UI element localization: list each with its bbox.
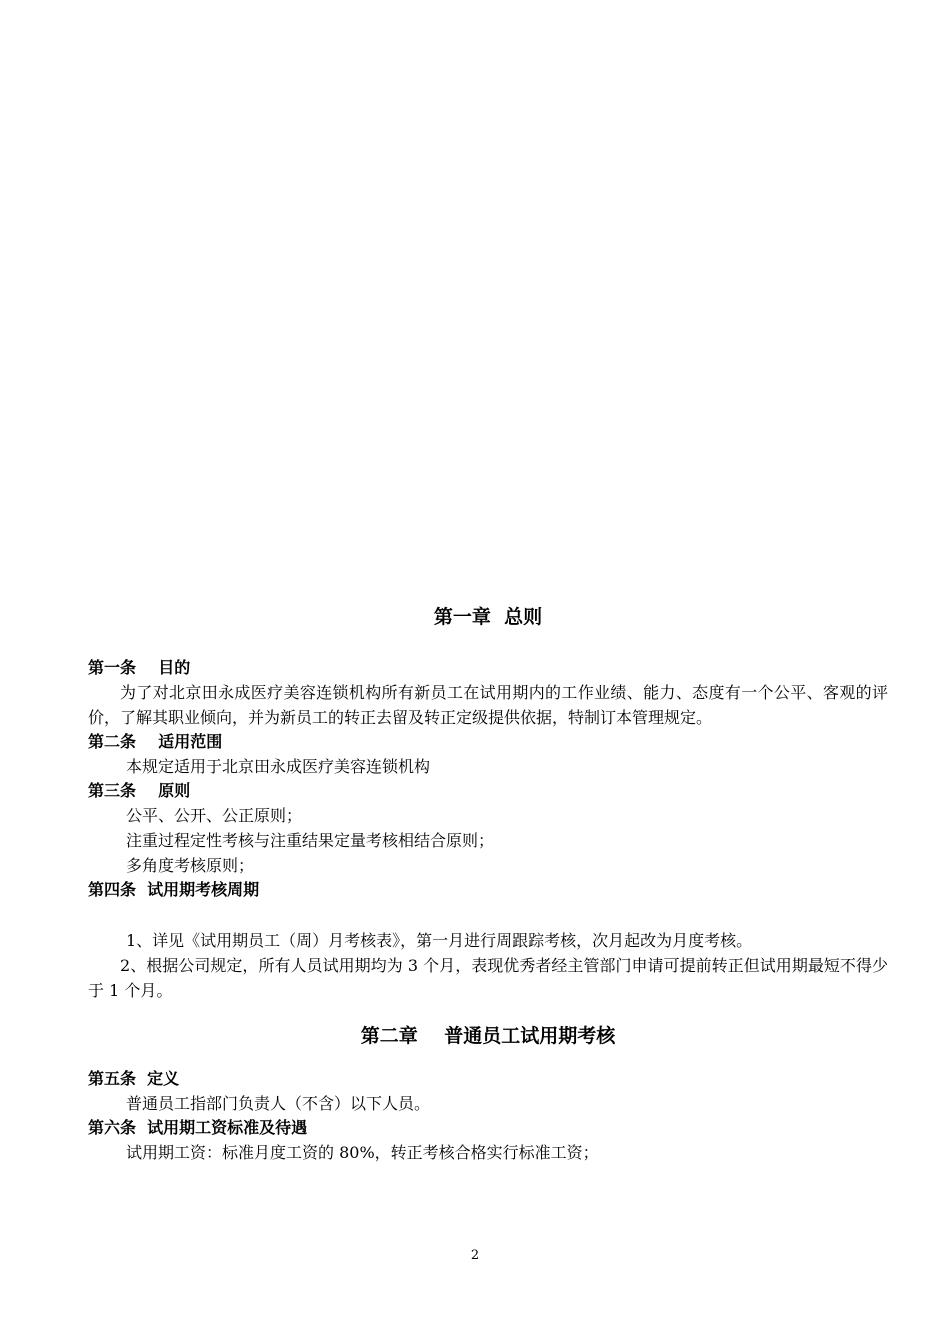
article-2-body: 本规定适用于北京田永成医疗美容连锁机构 — [126, 757, 431, 776]
article-1-body: 为了对北京田永成医疗美容连锁机构所有新员工在试用期内的工作业绩、能力、态度有一个公平、客观的评价，了解其职业倾向，并为新员工的转正去留及转正定级提供依据，特制订本管理规定。 — [88, 683, 888, 727]
chapter-1-title: 第一章 总则 — [433, 606, 543, 628]
article-3-line-1: 公平、公开、公正原则； — [126, 806, 303, 825]
document-body — [88, 600, 888, 1165]
article-2-heading: 第二条 适用范围 — [88, 732, 223, 751]
article-6-body: 试用期工资：标准月度工资的 80%，转正考核合格实行标准工资； — [126, 1143, 599, 1162]
article-3-line-2: 注重过程定性考核与注重结果定量考核相结合原则； — [126, 831, 495, 850]
article-5-body: 普通员工指部门负责人（不含）以下人员。 — [126, 1094, 431, 1113]
article-6-heading: 第六条 试用期工资标准及待遇 — [88, 1118, 308, 1137]
chapter-2-title: 第二章 普通员工试用期考核 — [360, 1025, 616, 1047]
page-number: 2 — [470, 1248, 480, 1263]
article-4-item-1: 1、详见《试用期员工（周）月考核表》，第一月进行周跟踪考核，次月起改为月度考核。 — [126, 931, 753, 950]
article-4-item-2: 2、根据公司规定，所有人员试用期均为 3 个月，表现优秀者经主管部门申请可提前转正但试用期最短不得少于 1 个月。 — [88, 956, 888, 1000]
article-5-heading: 第五条 定义 — [88, 1069, 180, 1088]
article-4-heading: 第四条 试用期考核周期 — [88, 880, 260, 899]
article-3-heading: 第三条 原则 — [88, 781, 191, 800]
article-1-heading: 第一条 目的 — [88, 658, 191, 677]
article-3-line-3: 多角度考核原则； — [126, 856, 255, 875]
